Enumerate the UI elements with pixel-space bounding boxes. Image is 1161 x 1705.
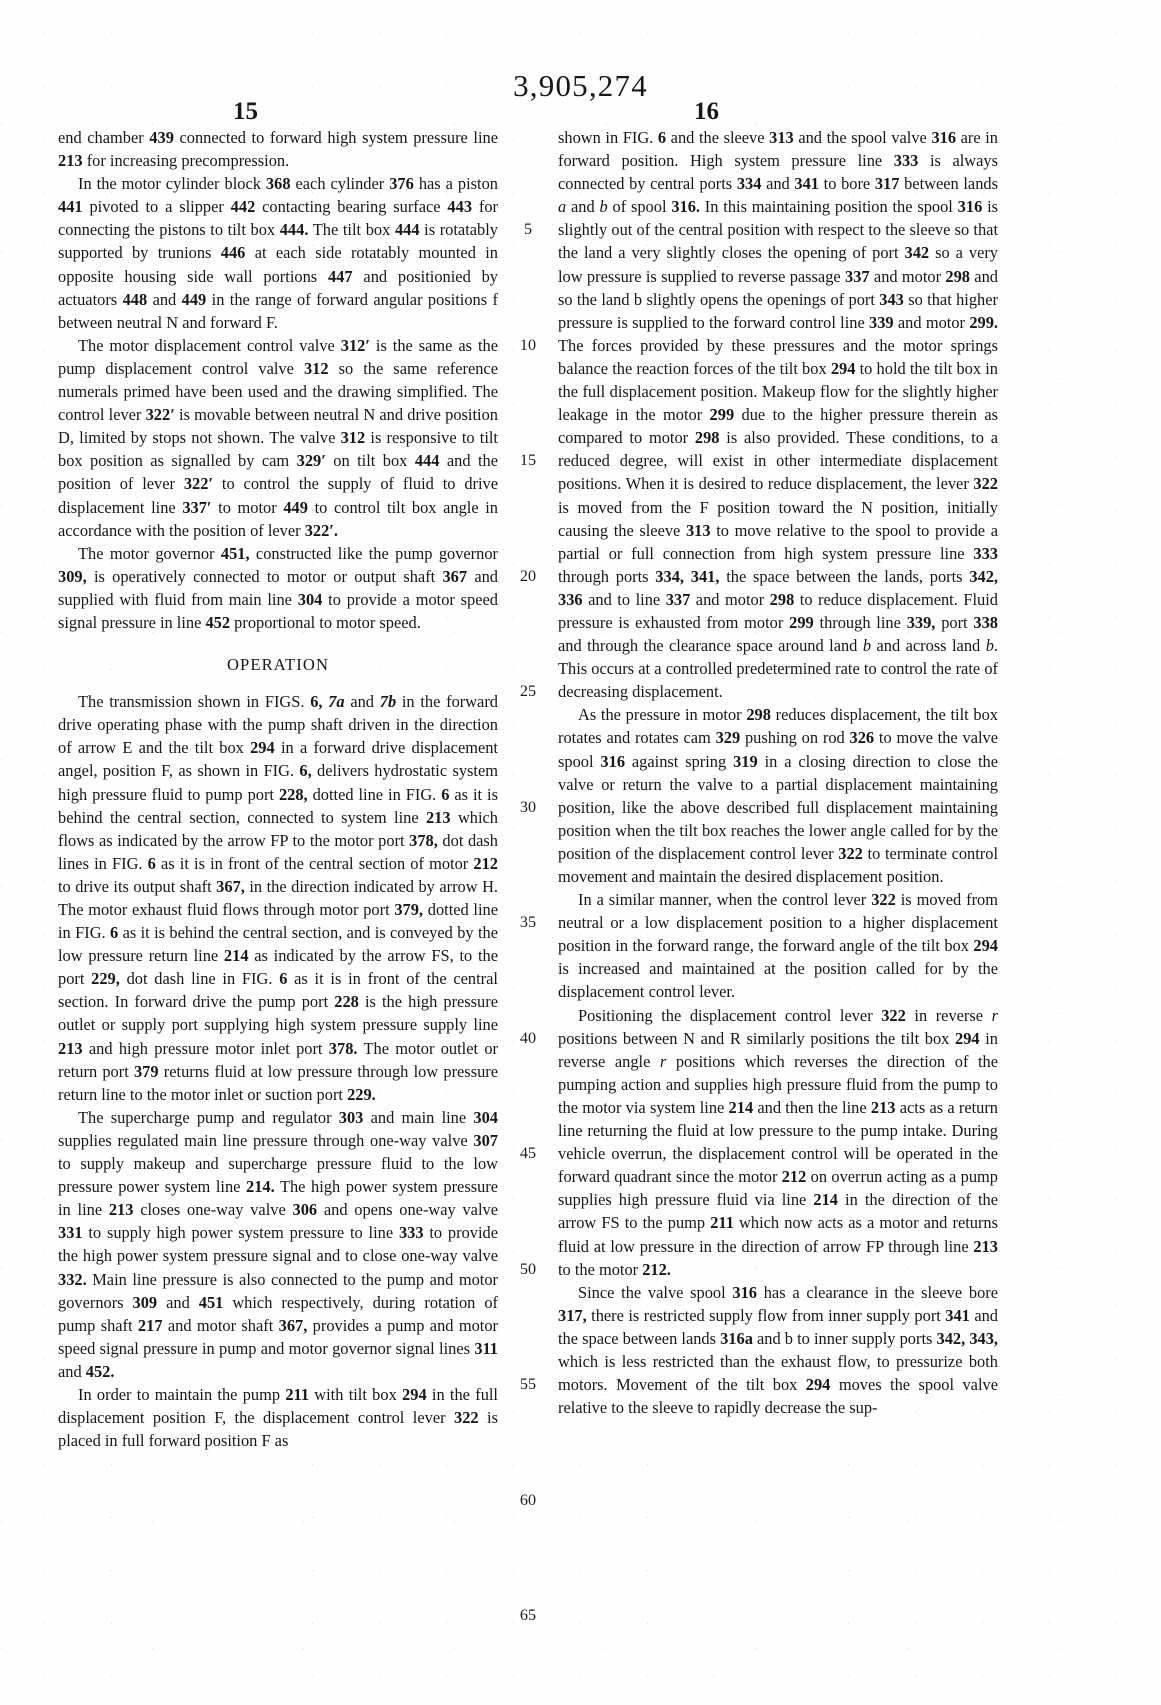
operation-heading: OPERATION [226, 655, 330, 675]
left-paragraph-after-heading-1: The supercharge pump and regulator 303 and main line 304 supplies regulated main line pressure through one-way valve 307 to supply makeup and supercharge pressure fluid to the low pressure power system line 214. The high power system pressure in line 213 closes one-way valve 306 and opens one-way valve 331 to supply high power system pressure to line 333 to provide the high power system pressure signal and to close one-way valve 332. Main line pressure is also connected to the pump and motor governors 309 and 451 which respectively, during rotation of pump shaft 217 and motor shaft 367, provides a pump and motor speed signal pressure in pump and motor governor signal lines 311 and 452. [58, 1107, 499, 1381]
column-left-text [58, 126, 498, 1452]
line-number-gutter [498, 126, 558, 1625]
left-paragraph-2: The motor displacement control valve 312′ is the same as the pump displacement control valve 312 so the same reference numerals primed have been used and the drawing simplified. The control lever 322′ is movable between neutral N and drive position D, limited by stops not shown. The valve 312 is responsive to tilt box position as signalled by cam 329′ on tilt box 444 and the position of lever 322′ to control the supply of fluid to drive displacement line 337′ to motor 449 to control tilt box angle in accordance with the position of lever 322′. [58, 335, 498, 540]
left-paragraph-after-heading-2: In order to maintain the pump 211 with tilt box 294 in the full displacement position F, the displacement control lever 322 is placed in full forward position F as [58, 1384, 498, 1451]
left-paragraph-3: The motor governor 451, constructed like the pump governor 309, is operatively connected to motor or output shaft 367 and supplied with fluid from main line 304 to provide a motor speed signal pressure in line 452 proportional to motor speed. [58, 543, 498, 632]
column-number-left: 15 [233, 98, 258, 125]
right-paragraph-3: Positioning the displacement control lever 322 in reverse r positions between N and R similarly positions the tilt box 294 in reverse angle r positions which reverses the direction of the pumping action and supplies high pressure fluid from the pump to the motor via system line 214 and then the line 213 acts as a return line returning the fluid at low pressure to the pump intake. During vehicle overrun, the displacement control will be operated in the forward quadrant since the motor 212 on overrun acting as a pump supplies high pressure fluid via line 214 in the direction of the arrow FS to the pump 211 which now acts as a motor and returns fluid at low pressure in the direction of arrow FP through line 213 to the motor 212. [558, 1005, 999, 1279]
column-number-right: 16 [694, 98, 719, 125]
line-number-35: 35 [519, 913, 537, 932]
right-paragraph-4: Since the valve spool 316 has a clearance in the sleeve bore 317, there is restricted supply flow from inner supply port 341 and the space between lands 316a and b to inner supply ports 342, 343, which is less restricted than the exhaust flow, to pressurize both motors. Movement of the tilt box 294 moves the spool valve relative to the sleeve to rapidly decrease the sup- [558, 1282, 999, 1418]
line-number-25: 25 [519, 682, 537, 701]
line-number-65: 65 [519, 1606, 537, 1625]
line-number-40: 40 [519, 1028, 537, 1047]
line-number-20: 20 [519, 566, 537, 585]
line-number-55: 55 [519, 1375, 537, 1394]
column-right-text [558, 126, 998, 1452]
right-paragraph-1: As the pressure in motor 298 reduces displacement, the tilt box rotates and rotates cam 329 pushing on rod 326 to move the valve spool 316 against spring 319 in a closing direction to close the valve or return the valve to a partial displacement maintaining position, like the above described full displacement maintaining position when the tilt box reaches the lower angle called for by the position of the displacement control lever 322 to terminate control movement and maintain the desired displacement position. [558, 705, 998, 886]
text-columns [58, 126, 1103, 1625]
line-number-30: 30 [519, 797, 537, 816]
right-paragraph-2: In a similar manner, when the control lever 322 is moved from neutral or a low displacement position to a higher displacement position in the forward range, the forward angle of the tilt box 294 is increased and maintained at the position called for by the displacement control lever. [558, 890, 998, 1002]
left-paragraph-0: end chamber 439 connected to forward high system pressure line 213 for increasing precompression. [58, 128, 498, 171]
line-number-45: 45 [519, 1144, 537, 1163]
line-number-50: 50 [519, 1259, 537, 1278]
right-paragraph-0: shown in FIG. 6 and the sleeve 313 and the spool valve 316 are in forward position. High system pressure line 333 is always connected by central ports 334 and 341 to bore 317 between lands a and b of spool 316. In this maintaining position the spool 316 is slightly out of the central position with respect to the sleeve so that the land a very slightly closes the opening of port 342 so a very low pressure is supplied to reverse passage 337 and motor 298 and so the land b slightly opens the openings of port 343 so that higher pressure is supplied to the forward control line 339 and motor 299. The forces provided by these pressures and the motor springs balance the reaction forces of the tilt box 294 to hold the tilt box in the full displacement position. Makeup flow for the slightly higher leakage in the motor 299 due to the higher pressure therein as compared to motor 298 is also provided. These conditions, to a reduced degree, will exist in other intermediate displacement positions. When it is desired to reduce displacement, the lever 322 is moved from the F position toward the N position, initially causing the sleeve 313 to move relative to the spool to provide a partial or full connection from high system pressure line 333 through ports 334, 341, the space between the lands, ports 342, 336 and to line 337 and motor 298 to reduce displacement. Fluid pressure is exhausted from motor 299 through line 339, port 338 and through the clearance space around land b and across land b. This occurs at a controlled predetermined rate to control the rate of decreasing displacement. [558, 128, 999, 702]
line-number-10: 10 [519, 335, 537, 354]
line-number-60: 60 [519, 1490, 537, 1509]
left-paragraph-1: In the motor cylinder block 368 each cylinder 376 has a piston 441 pivoted to a slipper 442 contacting bearing surface 443 for connecting the pistons to tilt box 444. The tilt box 444 is rotatably supported by trunions 446 at each side rotatably mounted in opposite housing side wall portions 447 and positionied by actuators 448 and 449 in the range of forward angular positions f between neutral N and forward F. [58, 174, 499, 332]
left-paragraph-after-heading-0: The transmission shown in FIGS. 6, 7a and 7b in the forward drive operating phase with the pump shaft driven in the direction of arrow E and the tilt box 294 in a forward drive displacement angel, position F, as shown in FIG. 6, delivers hydrostatic system high pressure fluid to pump port 228, dotted line in FIG. 6 as it is behind the central section, connected to system line 213 which flows as indicated by the arrow FP to the motor port 378, dot dash lines in FIG. 6 as it is in front of the central section of motor 212 to drive its output shaft 367, in the direction indicated by arrow H. The motor exhaust fluid flows through motor port 379, dotted line in FIG. 6 as it is behind the central section, and is conveyed by the low pressure return line 214 as indicated by the arrow FS, to the port 229, dot dash line in FIG. 6 as it is in front of the central section. In forward drive the pump port 228 is the high pressure outlet or supply port supplying high system pressure supply line 213 and high pressure motor inlet port 378. The motor outlet or return port 379 returns fluid at low pressure through low pressure return line to the motor inlet or suction port 229. [58, 692, 499, 1104]
line-number-5: 5 [523, 220, 533, 239]
patent-number: 3,905,274 [513, 68, 648, 103]
line-number-15: 15 [519, 451, 537, 470]
